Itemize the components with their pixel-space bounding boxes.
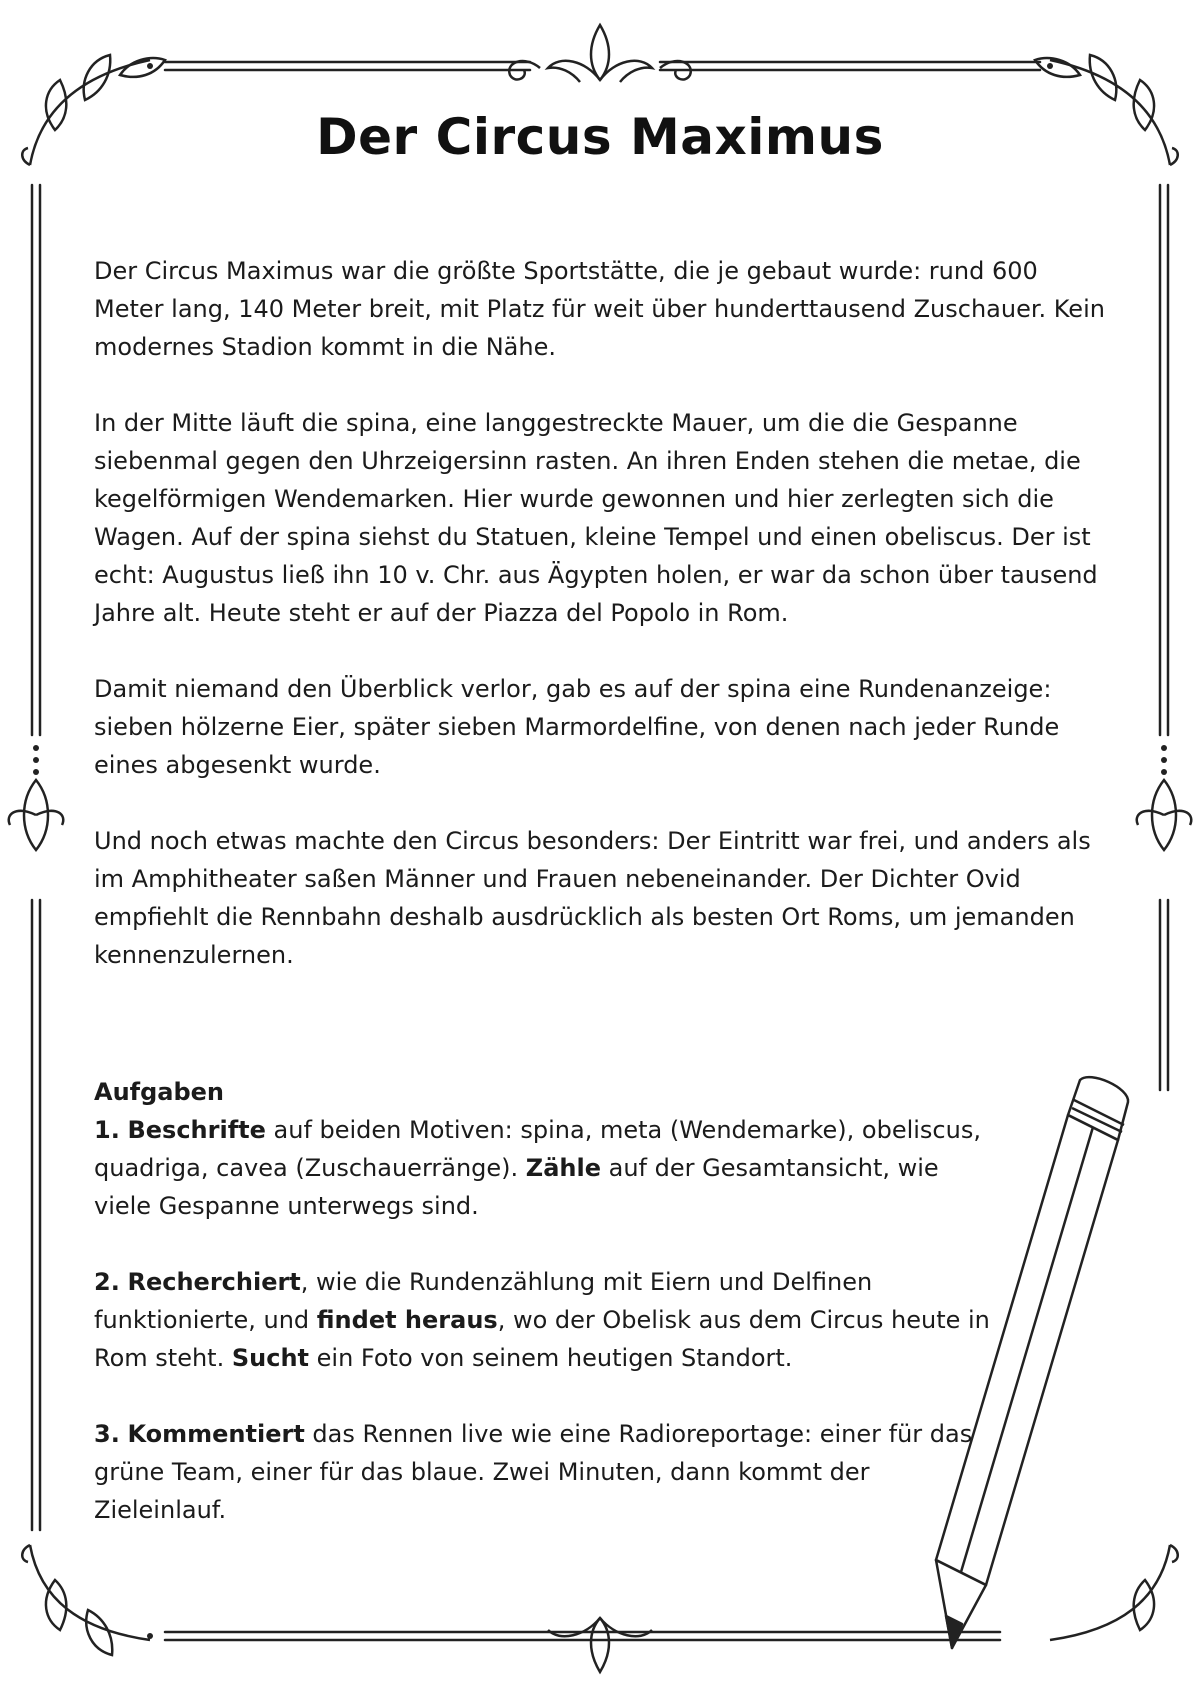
paragraph: Der Circus Maximus war die größte Sportstätte, die je gebaut wurde: rund 600 Meter lang, 140 Meter breit, mit Platz für weit über hunderttausend Zuschauer. Kein modernes Stadion kommt in die Nähe.: [94, 257, 1105, 361]
body-text: [94, 252, 1114, 1012]
task-number: 1.: [94, 1116, 120, 1144]
task-text: das Rennen live wie eine Radioreportage: einer für das grüne Team, einer für das blaue. Zwei Minuten, dann kommt der Zieleinlauf.: [94, 1420, 973, 1524]
task-keyword: Zähle: [525, 1154, 601, 1182]
task-keyword: Beschrifte: [127, 1116, 266, 1144]
task-text: , wie die Rundenzählung mit Eiern und Delfinen funktionierte, und: [94, 1268, 873, 1334]
paragraph: Damit niemand den Überblick verlor, gab es auf der spina eine Rundenanzeige: sieben hölzerne Eier, später sieben Marmordelfine, von denen nach jeder Runde eines abgesenkt wurde.: [94, 675, 1060, 779]
page-title: Der Circus Maximus: [316, 108, 884, 166]
task-text: auf beiden Motiven: spina, meta (Wendemarke), obeliscus, quadriga, cavea (Zuschauerränge).: [94, 1116, 981, 1182]
task-item: [94, 1111, 994, 1225]
fleur-de-lis-icon: [509, 25, 691, 82]
leaf-vine-corner-icon: [1050, 1545, 1178, 1640]
task-keyword: findet heraus: [316, 1306, 498, 1334]
task-text: ein Foto von seinem heutigen Standort.: [309, 1344, 793, 1372]
task-number: 3.: [94, 1420, 120, 1448]
tasks-section: [94, 1073, 994, 1567]
task-number: 2.: [94, 1268, 120, 1296]
task-item: [94, 1263, 994, 1377]
tasks-heading: Aufgaben: [94, 1078, 225, 1106]
task-keyword: Sucht: [231, 1344, 310, 1372]
task-keyword: Recherchiert: [127, 1268, 301, 1296]
fleur-de-lis-icon: [548, 1618, 652, 1672]
task-text: auf der Gesamtansicht, wie viele Gespanne unterwegs sind.: [94, 1154, 939, 1220]
paragraph: Und noch etwas machte den Circus besonders: Der Eintritt war frei, und anders als im Amphitheater saßen Männer und Frauen nebeneinander. Der Dichter Ovid empfiehlt die Rennbahn deshalb ausdrücklich als besten Ort Roms, um jemanden kennenzulernen.: [94, 827, 1091, 969]
task-keyword: Kommentiert: [127, 1420, 305, 1448]
task-text: , wo der Obelisk aus dem Circus heute in Rom steht.: [94, 1306, 990, 1372]
paragraph: In der Mitte läuft die spina, eine langgestreckte Mauer, um die die Gespanne siebenmal gegen den Uhrzeigersinn rasten. An ihren Enden stehen die metae, die kegelförmigen Wendemarken. Hier wurde gewonnen und hier zerlegten sich die Wagen. Auf der spina siehst du Statuen, kleine Tempel und einen obeliscus. Der ist echt: Augustus ließ ihn 10 v. Chr. aus Ägypten holen, er war da schon über tausend Jahre alt. Heute steht er auf der Piazza del Popolo in Rom.: [94, 409, 1098, 627]
task-item: [94, 1415, 994, 1529]
